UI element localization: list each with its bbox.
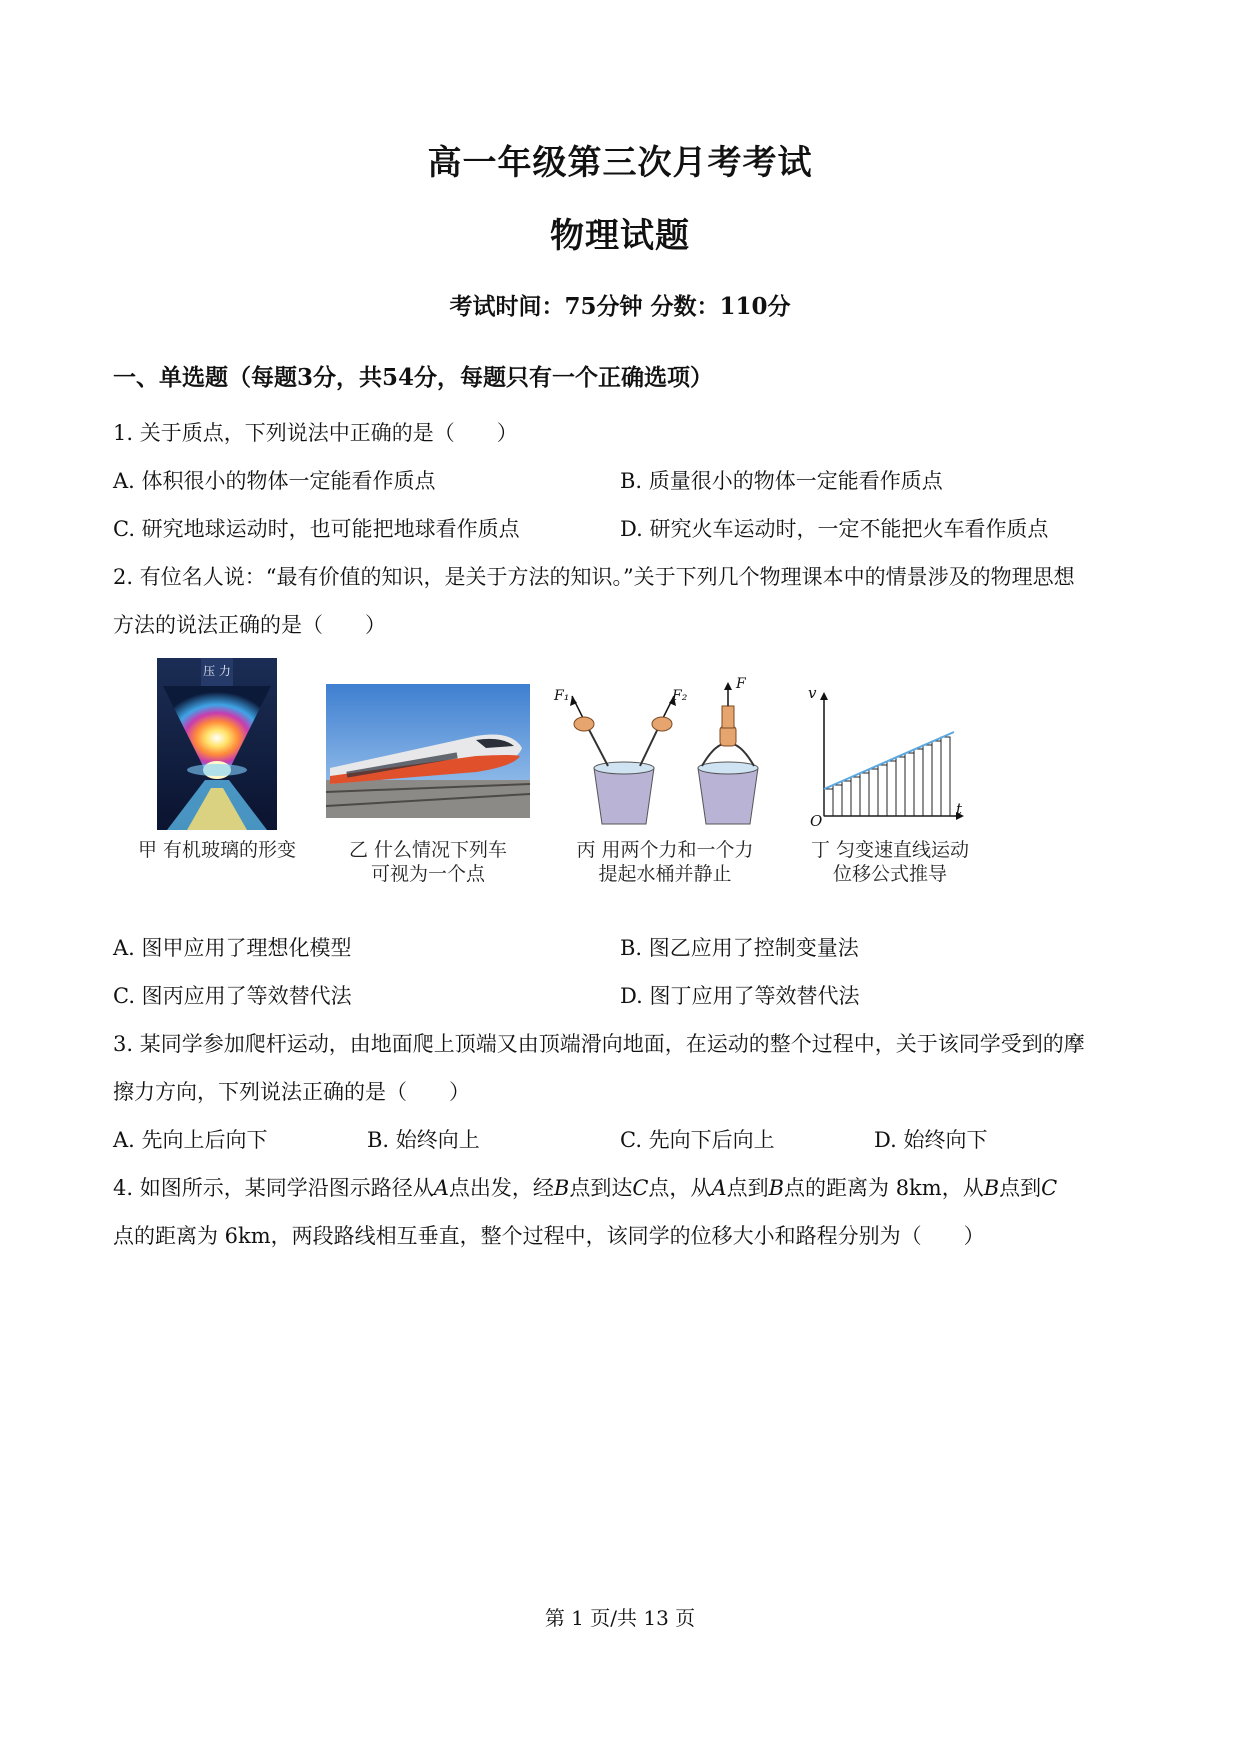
q3-option-a: A. 先向上后向下 xyxy=(113,1128,268,1152)
point-b: B xyxy=(768,1176,785,1200)
q2-option-a: A. 图甲应用了理想化模型 xyxy=(113,936,352,960)
q3-option-c: C. 先向下后向上 xyxy=(620,1128,775,1152)
point-a: A xyxy=(433,1176,449,1200)
figure-jia-caption: 甲 有机玻璃的形变 xyxy=(137,839,297,861)
figure-bing-caption: 丙 用两个力和一个力 提起水桶并静止 xyxy=(576,839,754,885)
page-number: 第 1 页/共 13 页 xyxy=(544,1606,696,1630)
exam-info: 考试时间：75分钟 分数：110分 xyxy=(449,293,791,320)
q2-option-b: B. 图乙应用了控制变量法 xyxy=(620,936,859,960)
exam-title: 高一年级第三次月考考试 xyxy=(427,143,813,183)
figure-jia-image xyxy=(157,658,277,830)
figure-yi-caption: 乙 什么情况下列车 可视为一个点 xyxy=(348,839,508,885)
figure-ding-caption: 丁 匀变速直线运动 位移公式推导 xyxy=(810,839,970,885)
axis-label-o: O xyxy=(810,812,823,830)
q3-stem-line1: 3. 某同学参加爬杆运动，由地面爬上顶端又由顶端滑向地面，在运动的整个过程中，关于该同学受到的摩 xyxy=(113,1032,1085,1056)
q2-stem-line1: 2. 有位名人说：“最有价值的知识，是关于方法的知识。”关于下列几个物理课本中的情景涉及的物理思想 xyxy=(113,565,1075,589)
q4-text: 点，从 xyxy=(648,1176,712,1200)
point-b: B xyxy=(983,1176,1000,1200)
point-a: A xyxy=(711,1176,727,1200)
force-label-f1: F₁ xyxy=(554,688,570,704)
q1-option-a: A. 体积很小的物体一定能看作质点 xyxy=(113,469,436,493)
q4-text: 点到 xyxy=(999,1176,1042,1200)
point-b: B xyxy=(553,1176,570,1200)
q3-option-d: D. 始终向下 xyxy=(874,1128,988,1152)
q4-stem-line1 xyxy=(113,1172,1057,1202)
q4-text: 点到达 xyxy=(569,1176,633,1200)
q1-stem: 1. 关于质点，下列说法中正确的是（ ） xyxy=(113,421,518,445)
figure-jia-label: 压 力 xyxy=(203,664,231,678)
figure-yi-image xyxy=(326,684,530,818)
figure-ding-image xyxy=(806,684,970,830)
exam-subtitle: 物理试题 xyxy=(550,216,690,256)
q2-option-d: D. 图丁应用了等效替代法 xyxy=(620,984,860,1008)
q1-option-d: D. 研究火车运动时，一定不能把火车看作质点 xyxy=(620,517,1049,541)
q2-option-c: C. 图丙应用了等效替代法 xyxy=(113,984,352,1008)
q4-text: 点到 xyxy=(726,1176,769,1200)
q2-stem-line2: 方法的说法正确的是（ ） xyxy=(113,613,386,637)
force-label-f2: F₂ xyxy=(672,688,688,704)
axis-label-v: v xyxy=(808,684,817,702)
force-label-f: F xyxy=(736,676,746,692)
section-heading: 一、单选题（每题3分，共54分，每题只有一个正确选项） xyxy=(113,364,714,391)
q3-stem-line2: 擦力方向，下列说法正确的是（ ） xyxy=(113,1080,470,1104)
q3-option-b: B. 始终向上 xyxy=(367,1128,480,1152)
q1-option-b: B. 质量很小的物体一定能看作质点 xyxy=(620,469,943,493)
q4-text: 点的距离为 8km，从 xyxy=(784,1176,984,1200)
point-c: C xyxy=(1041,1176,1058,1200)
axis-label-t: t xyxy=(956,800,963,818)
q4-text: 4. 如图所示，某同学沿图示路径从 xyxy=(113,1176,434,1200)
figure-bing-image xyxy=(550,676,780,826)
point-c: C xyxy=(632,1176,649,1200)
q4-text: 点出发，经 xyxy=(448,1176,554,1200)
q4-stem-line2: 点的距离为 6km，两段路线相互垂直，整个过程中，该同学的位移大小和路程分别为（ ） xyxy=(113,1224,985,1248)
q1-option-c: C. 研究地球运动时，也可能把地球看作质点 xyxy=(113,517,520,541)
